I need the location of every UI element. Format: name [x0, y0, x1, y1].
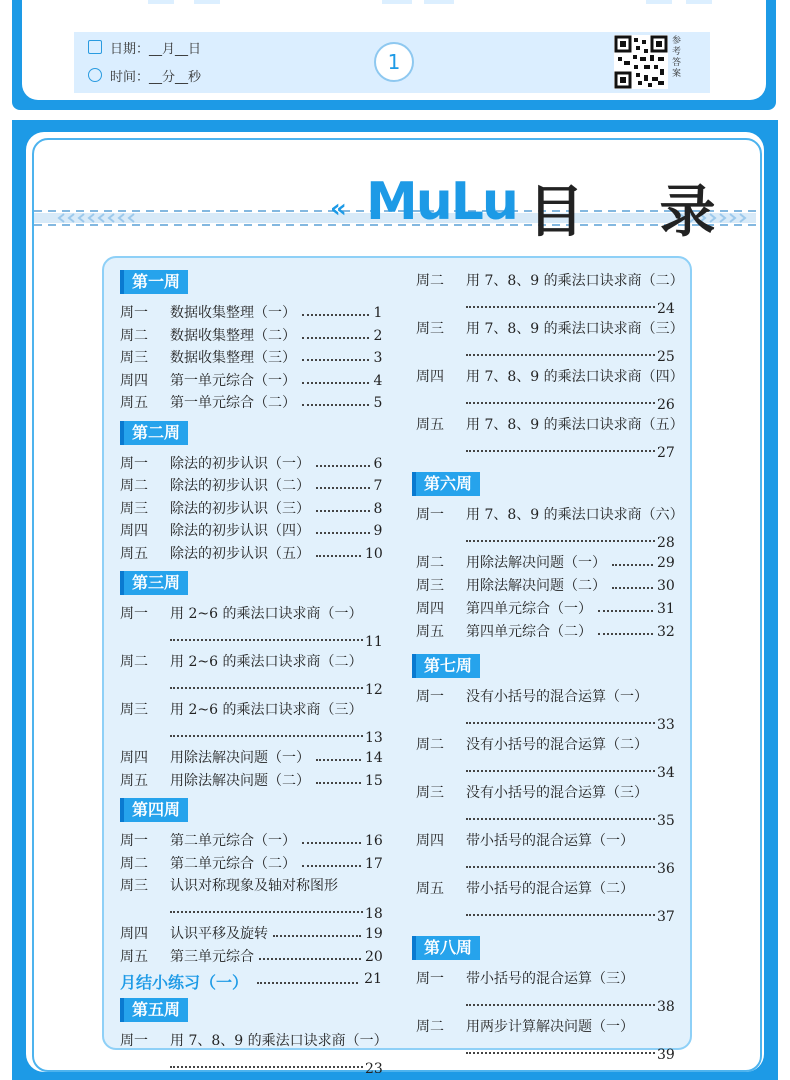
toc-row [416, 784, 648, 802]
topic-label: 用除法解决问题（一） [170, 750, 310, 766]
page-ref: 39 [657, 1047, 675, 1063]
dot-leader [598, 633, 653, 635]
monthly-exercise-title: 月结小练习（一） [120, 973, 249, 992]
dot-leader [170, 911, 363, 913]
page-ref: 3 [373, 350, 383, 366]
toc-row [416, 1018, 634, 1036]
page-ref: 9 [373, 523, 383, 539]
toc-row [416, 577, 606, 595]
date-label: 日期：__月__日 [110, 42, 202, 57]
day-label: 周二 [120, 654, 148, 670]
day-label: 周三 [120, 500, 148, 517]
dot-leader [466, 450, 655, 452]
topic-label: 第一单元综合（一） [170, 372, 296, 389]
topic-label: 认识对称现象及轴对称图形 [170, 878, 338, 894]
dot-leader [170, 735, 363, 737]
page-ref: 16 [365, 833, 383, 849]
day-label: 周一 [120, 1033, 148, 1049]
answer-box [194, 0, 220, 4]
topic-label: 没有小括号的混合运算（二） [466, 737, 648, 753]
dot-leader [612, 564, 653, 566]
double-chevron-left-icon: « [330, 194, 347, 224]
page-ref: 30 [657, 578, 675, 594]
page-ref: 1 [373, 305, 383, 321]
topic-label: 认识平移及旋转 [170, 926, 268, 942]
page-ref: 11 [365, 634, 383, 650]
toc-row [416, 506, 684, 524]
answer-label: 参考答案 [672, 36, 682, 79]
week-tab: 第一周 [120, 270, 188, 294]
dot-leader [259, 958, 361, 960]
day-label: 周五 [120, 545, 148, 562]
week-tab: 第四周 [120, 798, 188, 822]
page-ref: 18 [365, 906, 383, 922]
dot-leader [302, 382, 370, 384]
week-tab: 第七周 [412, 654, 480, 678]
page-ref: 38 [657, 999, 675, 1015]
page-ref: 28 [657, 535, 675, 551]
dot-leader [316, 465, 370, 467]
page-ref: 14 [365, 750, 383, 766]
week-tab: 第六周 [412, 472, 480, 496]
toc-row [120, 749, 310, 767]
toc-row [416, 688, 648, 706]
dot-leader [302, 359, 370, 361]
topic-label: 除法的初步认识（四） [170, 523, 310, 539]
page-ref: 5 [373, 395, 383, 411]
day-label: 周三 [416, 785, 444, 801]
toc-row [120, 394, 296, 412]
dot-leader [316, 510, 370, 512]
dot-leader [466, 914, 655, 916]
dot-leader [466, 402, 655, 404]
page-ref: 6 [373, 455, 383, 472]
page-title: 目 录 [528, 180, 744, 245]
topic-label: 除法的初步认识（三） [170, 500, 310, 517]
page-ref: 23 [365, 1061, 383, 1077]
day-label: 周四 [416, 369, 444, 385]
day-label: 周一 [120, 305, 148, 321]
toc-row [416, 554, 606, 572]
toc-row [120, 1032, 388, 1050]
dot-leader [257, 982, 358, 984]
topic-label: 第三单元综合 [170, 948, 254, 965]
page-ref: 37 [657, 909, 675, 925]
topic-label: 带小括号的混合运算（二） [466, 881, 634, 897]
page-ref: 7 [373, 478, 383, 494]
dot-leader [466, 354, 655, 356]
day-label: 周二 [416, 737, 444, 753]
toc-row [120, 855, 296, 873]
page-ref: 32 [657, 624, 675, 640]
mulu-logo: MuLu [366, 172, 517, 232]
dot-leader [466, 866, 655, 868]
topic-label: 用除法解决问题（二） [466, 578, 606, 594]
topic-label: 用两步计算解决问题（一） [466, 1019, 634, 1035]
topic-label: 第二单元综合（二） [170, 855, 296, 872]
day-label: 周二 [416, 1019, 444, 1035]
page-ref: 34 [657, 765, 675, 781]
day-label: 周五 [416, 881, 444, 897]
topic-label: 用 7、8、9 的乘法口诀求商（五） [466, 417, 684, 433]
page-ref: 27 [657, 445, 675, 461]
answer-box [382, 0, 412, 4]
day-label: 周五 [120, 948, 148, 965]
topic-label: 没有小括号的混合运算（三） [466, 785, 648, 801]
dot-leader [302, 865, 361, 867]
page-ref: 12 [365, 682, 383, 698]
topic-label: 除法的初步认识（一） [170, 455, 310, 472]
page-ref: 25 [657, 349, 675, 365]
toc-row [120, 304, 296, 322]
day-label: 周五 [120, 772, 148, 789]
toc-row [416, 368, 684, 386]
topic-label: 数据收集整理（一） [170, 305, 296, 321]
toc-row [416, 970, 634, 988]
topic-label: 用 7、8、9 的乘法口诀求商（一） [170, 1033, 388, 1049]
day-label: 周四 [120, 750, 148, 766]
page-ref: 15 [365, 772, 383, 789]
toc-row [120, 455, 310, 473]
toc-row [416, 832, 634, 850]
dot-leader [316, 782, 361, 784]
topic-label: 数据收集整理（二） [170, 327, 296, 344]
day-label: 周五 [416, 417, 444, 433]
dot-leader [466, 540, 655, 542]
topic-label: 第四单元综合（二） [466, 624, 592, 640]
dot-leader [466, 1004, 655, 1006]
day-label: 周四 [120, 523, 148, 539]
toc-row [120, 701, 362, 719]
page-ref: 24 [657, 301, 675, 317]
day-label: 周三 [120, 702, 148, 718]
toc-row [120, 877, 338, 895]
dot-leader [316, 555, 361, 557]
topic-label: 用 2~6 的乘法口诀求商（三） [170, 702, 363, 718]
answer-box [686, 0, 712, 4]
toc-row [120, 832, 296, 850]
day-label: 周一 [416, 507, 444, 523]
page-ref: 36 [657, 861, 675, 877]
toc-row [120, 327, 296, 345]
toc-row [416, 600, 592, 618]
dot-leader [302, 314, 370, 316]
day-label: 周三 [416, 321, 444, 337]
toc-row [416, 320, 684, 338]
topic-label: 第一单元综合（二） [170, 395, 296, 411]
topic-label: 第二单元综合（一） [170, 833, 296, 849]
dot-leader [466, 306, 655, 308]
page-ref: 21 [364, 971, 382, 987]
answer-box [424, 0, 454, 4]
day-label: 周四 [416, 601, 444, 617]
topic-label: 除法的初步认识（二） [170, 478, 310, 494]
page-ref: 2 [373, 327, 383, 344]
dot-leader [302, 404, 370, 406]
topic-label: 没有小括号的混合运算（一） [466, 689, 648, 705]
week-tab: 第五周 [120, 998, 188, 1022]
day-label: 周五 [120, 395, 148, 411]
week-tab: 第三周 [120, 571, 188, 595]
topic-label: 用 7、8、9 的乘法口诀求商（四） [466, 369, 684, 385]
day-label: 周一 [416, 689, 444, 705]
dot-leader [302, 337, 370, 339]
day-label: 周二 [120, 327, 148, 344]
page-number: 1 [374, 42, 414, 82]
day-label: 周二 [120, 855, 148, 872]
qr-code[interactable] [614, 35, 668, 89]
day-label: 周一 [120, 833, 148, 849]
topic-label: 用除法解决问题（一） [466, 555, 606, 571]
day-label: 周四 [120, 926, 148, 942]
dot-leader [598, 610, 653, 612]
topic-label: 数据收集整理（三） [170, 350, 296, 366]
day-label: 周四 [120, 372, 148, 389]
page-ref: 17 [365, 855, 383, 872]
page-ref: 31 [657, 601, 675, 617]
qr-code-icon [614, 35, 668, 89]
time-label: 时间：__分__秒 [110, 70, 202, 85]
topic-label: 用 2~6 的乘法口诀求商（一） [170, 606, 363, 622]
topic-label: 用 2~6 的乘法口诀求商（二） [170, 654, 363, 670]
week-tab: 第八周 [412, 936, 480, 960]
day-label: 周一 [120, 455, 148, 472]
toc-row [416, 272, 684, 290]
topic-label: 带小括号的混合运算（三） [466, 971, 634, 987]
dot-leader [273, 935, 361, 937]
dot-leader [466, 770, 655, 772]
dot-leader [170, 639, 363, 641]
dot-leader [466, 1052, 655, 1054]
dot-leader [302, 842, 361, 844]
dot-leader [316, 759, 361, 761]
topic-label: 除法的初步认识（五） [170, 545, 310, 562]
day-label: 周一 [120, 606, 148, 622]
page-ref: 29 [657, 555, 675, 571]
day-label: 周四 [416, 833, 444, 849]
toc-row [120, 372, 296, 390]
toc-row [120, 948, 254, 966]
answer-box [646, 0, 672, 4]
dot-leader [612, 587, 653, 589]
day-label: 周三 [416, 578, 444, 594]
page-ref: 33 [657, 717, 675, 733]
day-label: 周二 [416, 273, 444, 289]
page-ref: 19 [365, 926, 383, 942]
page-ref: 10 [365, 545, 383, 562]
week-tab: 第二周 [120, 421, 188, 445]
day-label: 周三 [120, 878, 148, 894]
page-ref: 26 [657, 397, 675, 413]
topic-label: 用 7、8、9 的乘法口诀求商（二） [466, 273, 684, 289]
topic-label: 用除法解决问题（二） [170, 772, 310, 789]
page-ref: 13 [365, 730, 383, 746]
dot-leader [466, 818, 655, 820]
topic-label: 用 7、8、9 的乘法口诀求商（六） [466, 507, 684, 523]
calendar-icon [88, 40, 102, 54]
toc-row [416, 736, 648, 754]
toc-row [120, 477, 310, 495]
clock-icon [88, 68, 102, 82]
page-ref: 35 [657, 813, 675, 829]
toc-row [120, 545, 310, 563]
toc-row [416, 416, 684, 434]
toc-row [416, 880, 634, 898]
topic-label: 带小括号的混合运算（一） [466, 833, 634, 849]
toc-row [120, 522, 310, 540]
toc-row [120, 925, 268, 943]
toc-row [120, 653, 362, 671]
day-label: 周二 [120, 478, 148, 494]
toc-row [120, 772, 310, 790]
topic-label: 第四单元综合（一） [466, 601, 592, 617]
dot-leader [466, 722, 655, 724]
toc-row [120, 500, 310, 518]
page-ref: 4 [373, 372, 383, 389]
answer-box [148, 0, 174, 4]
page-ref: 20 [365, 948, 383, 965]
day-label: 周二 [416, 555, 444, 571]
dot-leader [170, 1066, 363, 1068]
toc-row [416, 623, 592, 641]
day-label: 周三 [120, 350, 148, 366]
page-ref: 8 [373, 500, 383, 517]
topic-label: 用 7、8、9 的乘法口诀求商（三） [466, 321, 684, 337]
day-label: 周一 [416, 971, 444, 987]
toc-row [120, 605, 362, 623]
dot-leader [316, 487, 370, 489]
dot-leader [170, 687, 363, 689]
dot-leader [316, 532, 370, 534]
day-label: 周五 [416, 624, 444, 640]
toc-row [120, 349, 296, 367]
